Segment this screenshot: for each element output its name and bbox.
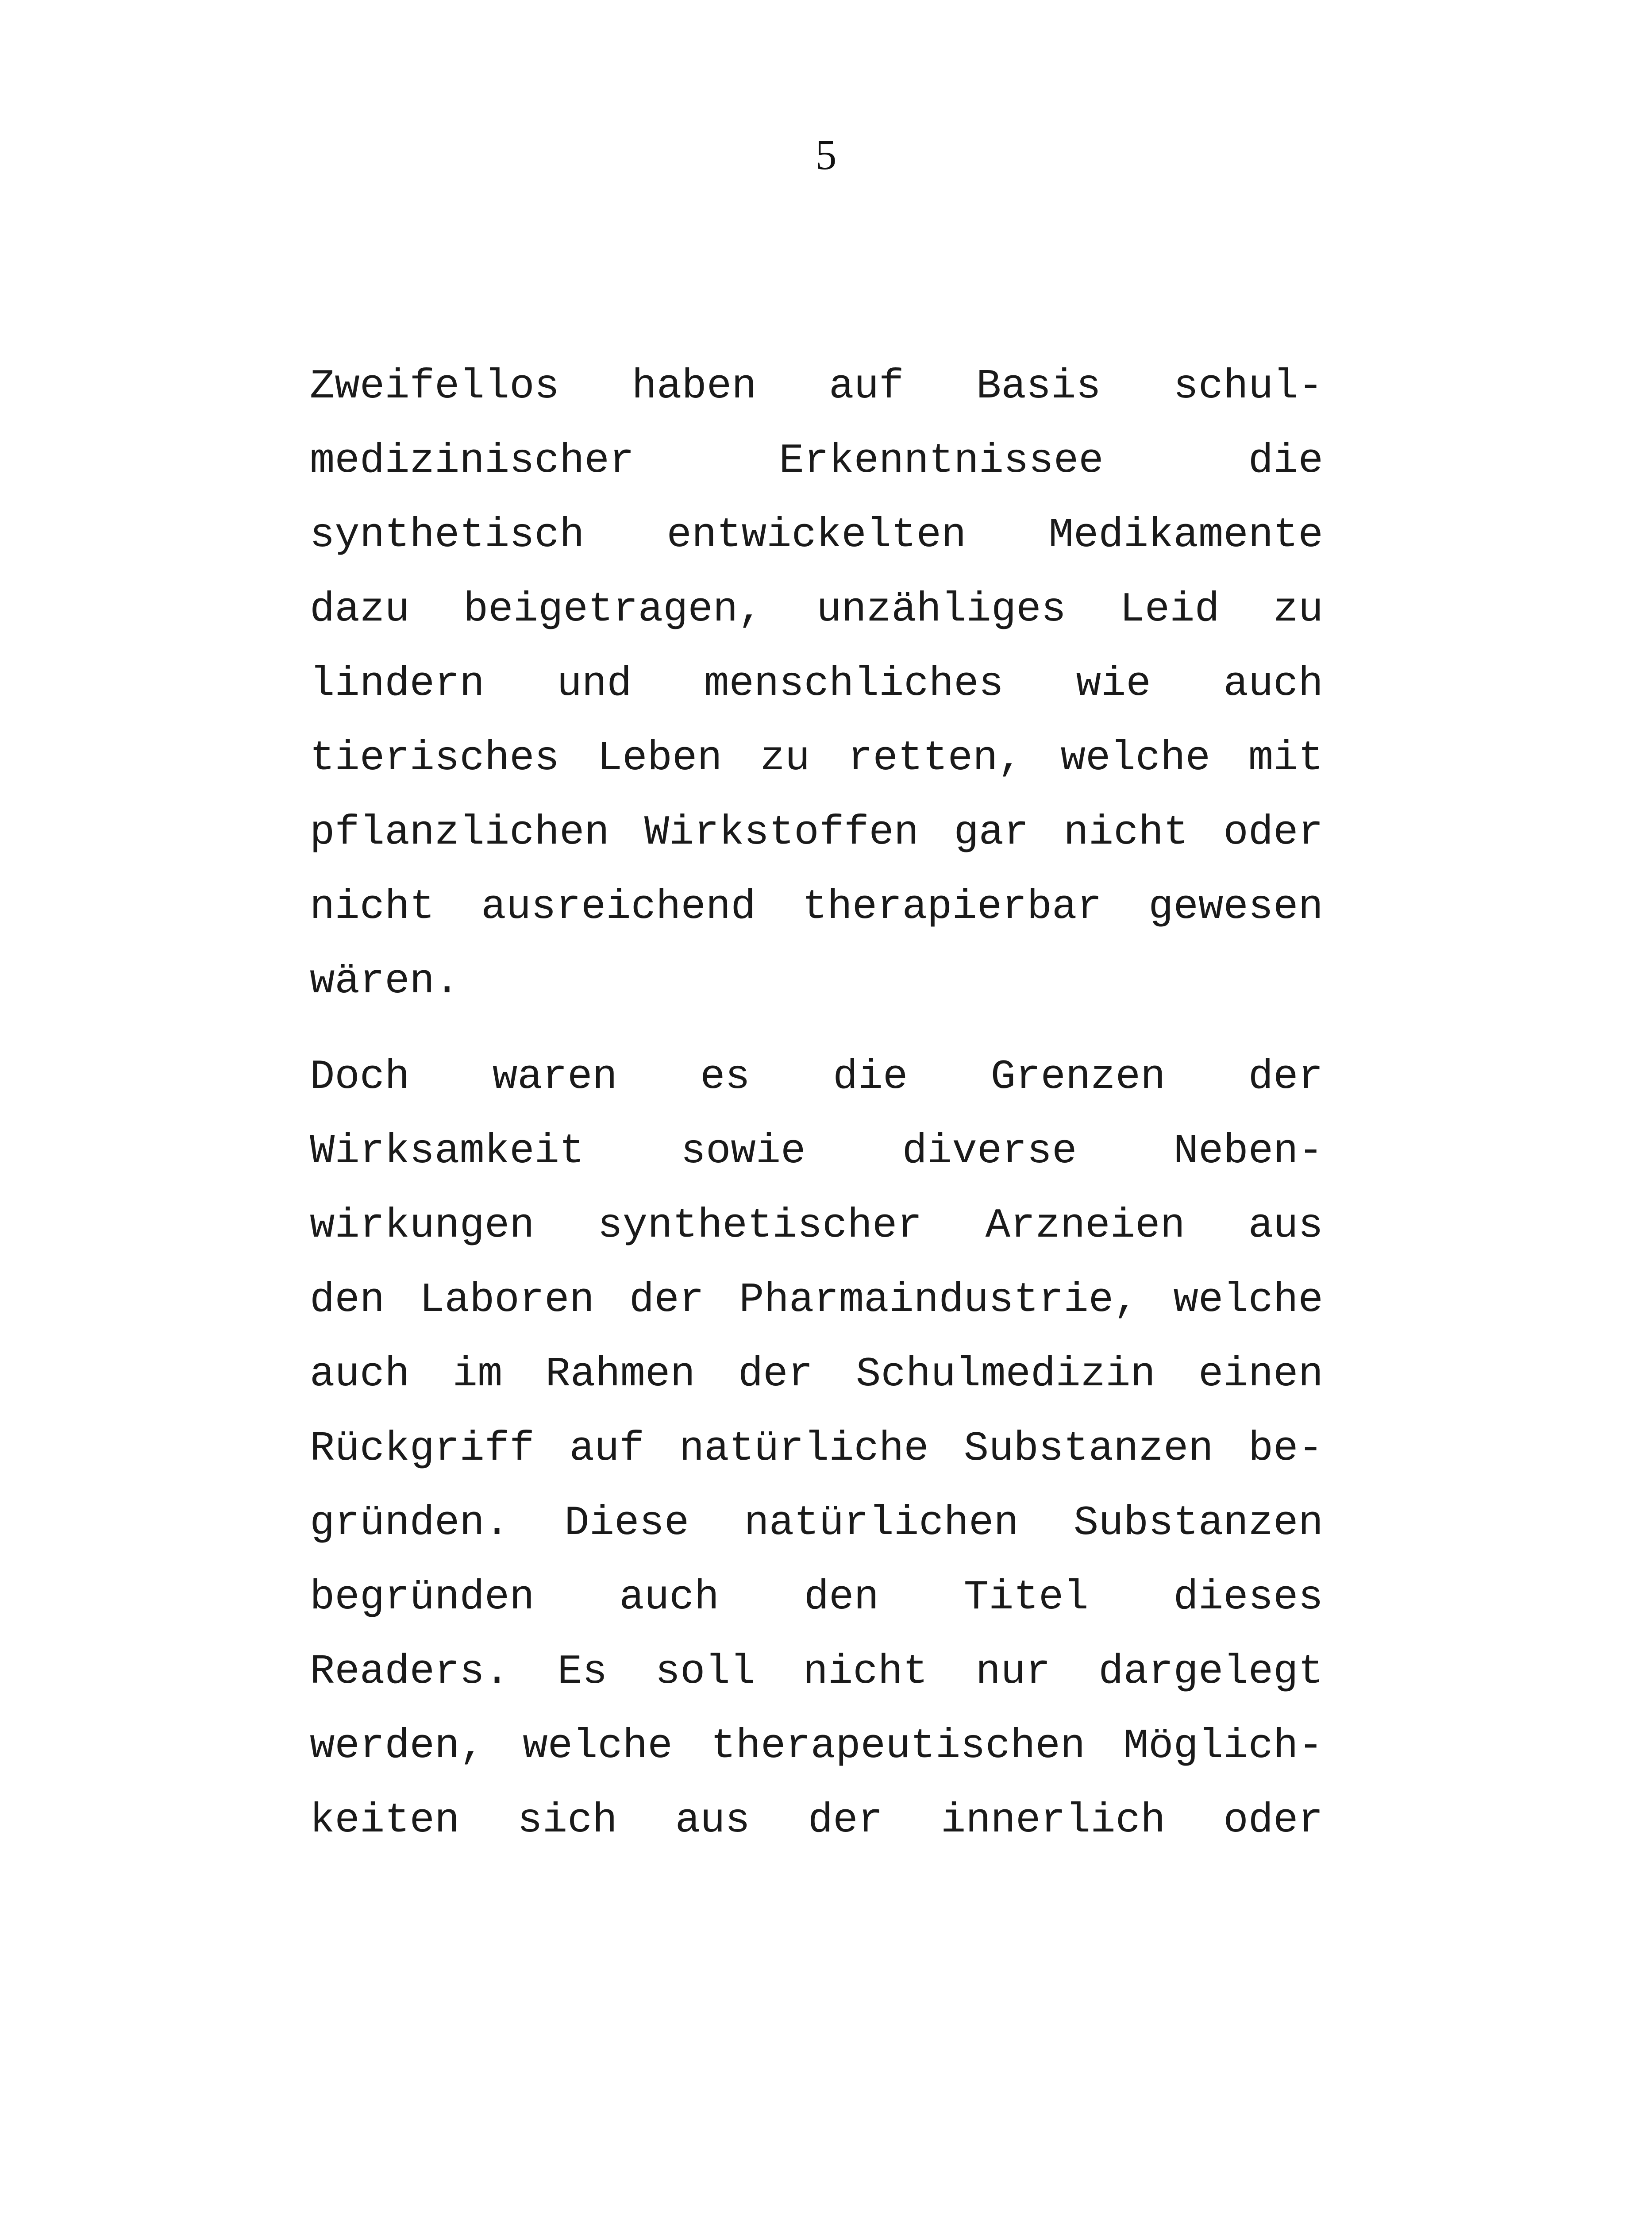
word: Schulmedizin	[856, 1351, 1155, 1398]
word: sich	[517, 1797, 617, 1844]
word: dieses	[1173, 1574, 1323, 1621]
paragraph-line	[310, 1114, 1323, 1189]
word: der	[738, 1351, 813, 1398]
word: Medikamente	[1048, 512, 1323, 559]
word: haben	[632, 363, 757, 410]
paragraph-line	[310, 1486, 1323, 1561]
word: zu	[1273, 586, 1323, 633]
word: dazu	[310, 586, 410, 633]
word: Leben	[597, 735, 722, 782]
word: der	[808, 1797, 883, 1844]
word: Laboren	[420, 1277, 595, 1324]
word: Wirksamkeit	[310, 1128, 585, 1175]
word: Substanzen	[1073, 1500, 1323, 1547]
paragraph-line	[310, 498, 1323, 573]
word: Rückgriff	[310, 1426, 535, 1473]
word: den	[310, 1277, 385, 1324]
word: synthetischer	[597, 1203, 922, 1249]
word: soll	[655, 1649, 755, 1696]
word: Zweifellos	[310, 363, 560, 410]
word: Diese	[564, 1500, 689, 1547]
word: auf	[829, 363, 904, 410]
word: entwickelten	[666, 512, 967, 559]
paragraph-line	[310, 721, 1323, 796]
paragraph-2	[310, 1040, 1323, 1858]
word: natürlichen	[744, 1500, 1019, 1547]
paragraph-line	[310, 1338, 1323, 1412]
word: zu	[760, 735, 810, 782]
word: dargelegt	[1098, 1649, 1323, 1696]
word: Pharmaindustrie,	[739, 1277, 1139, 1324]
paragraph-line	[310, 1561, 1323, 1635]
word: und	[557, 661, 632, 708]
word: keiten	[310, 1797, 460, 1844]
paragraph-1	[310, 350, 1323, 1019]
word: Doch	[310, 1054, 410, 1101]
word: Wirkstoffen	[644, 810, 919, 856]
word: es	[700, 1054, 750, 1101]
word: Arzneien	[985, 1203, 1185, 1249]
paragraph-line	[310, 350, 1323, 424]
word: begründen	[310, 1574, 535, 1621]
word: be-	[1248, 1426, 1323, 1473]
word: wären.	[310, 958, 460, 1005]
word: aus	[1248, 1203, 1323, 1249]
word: Neben-	[1173, 1128, 1323, 1175]
word: Leid	[1120, 586, 1220, 633]
word: werden,	[310, 1723, 485, 1770]
paragraph-line	[310, 573, 1323, 647]
word: Es	[557, 1649, 608, 1696]
paragraph-line	[310, 870, 1323, 945]
word: nicht	[310, 884, 435, 931]
word: waren	[492, 1054, 617, 1101]
word: einen	[1198, 1351, 1323, 1398]
word: Basis	[976, 363, 1101, 410]
paragraph-line	[310, 1635, 1323, 1709]
word: innerlich	[940, 1797, 1166, 1844]
word: die	[1248, 438, 1323, 485]
word: Readers.	[310, 1649, 510, 1696]
word: auch	[1223, 661, 1323, 708]
paragraph-line	[310, 1412, 1323, 1486]
word: therapeutischen	[711, 1723, 1086, 1770]
word: welche	[523, 1723, 673, 1770]
word: synthetisch	[310, 512, 585, 559]
word: Grenzen	[990, 1054, 1166, 1101]
word: gewesen	[1148, 884, 1323, 931]
word: auch	[310, 1351, 410, 1398]
word: sowie	[681, 1128, 806, 1175]
word: der	[629, 1277, 705, 1324]
word: nicht	[803, 1649, 928, 1696]
word: oder	[1223, 1797, 1323, 1844]
word: beigetragen,	[463, 586, 763, 633]
word: natürliche	[679, 1426, 929, 1473]
word: nur	[975, 1649, 1051, 1696]
word: nicht	[1063, 810, 1189, 856]
word: aus	[675, 1797, 750, 1844]
word: wie	[1076, 661, 1151, 708]
word: oder	[1223, 810, 1323, 856]
word: der	[1248, 1054, 1323, 1101]
word: gründen.	[310, 1500, 510, 1547]
word: Titel	[963, 1574, 1089, 1621]
paragraph-line	[310, 945, 1323, 1019]
page-number: 5	[815, 131, 837, 178]
word: Möglich-	[1123, 1723, 1323, 1770]
word: im	[452, 1351, 503, 1398]
word: welche	[1173, 1277, 1323, 1324]
paragraph-line	[310, 796, 1323, 870]
word: auf	[569, 1426, 644, 1473]
word: medizinischer	[310, 438, 635, 485]
word: therapierbar	[802, 884, 1102, 931]
word: wirkungen	[310, 1203, 535, 1249]
word: die	[833, 1054, 908, 1101]
paragraph-line	[310, 1263, 1323, 1338]
paragraph-line	[310, 1040, 1323, 1114]
word: ausreichend	[481, 884, 756, 931]
word: auch	[619, 1574, 720, 1621]
word: den	[804, 1574, 879, 1621]
word: pflanzlichen	[310, 810, 609, 856]
word: gar	[954, 810, 1029, 856]
paragraph-line	[310, 1189, 1323, 1263]
word: lindern	[310, 661, 485, 708]
paragraph-line	[310, 1709, 1323, 1784]
word: welche	[1060, 735, 1211, 782]
paragraph-line	[310, 424, 1323, 498]
paragraph-line	[310, 647, 1323, 721]
word: diverse	[902, 1128, 1077, 1175]
word: Erkenntnissee	[779, 438, 1104, 485]
word: retten,	[848, 735, 1023, 782]
word: menschliches	[704, 661, 1004, 708]
word: Substanzen	[963, 1426, 1213, 1473]
paragraph-line	[310, 1784, 1323, 1858]
word: schul-	[1173, 363, 1323, 410]
word: Rahmen	[545, 1351, 695, 1398]
word: unzähliges	[816, 586, 1067, 633]
word: mit	[1248, 735, 1323, 782]
word: tierisches	[310, 735, 560, 782]
